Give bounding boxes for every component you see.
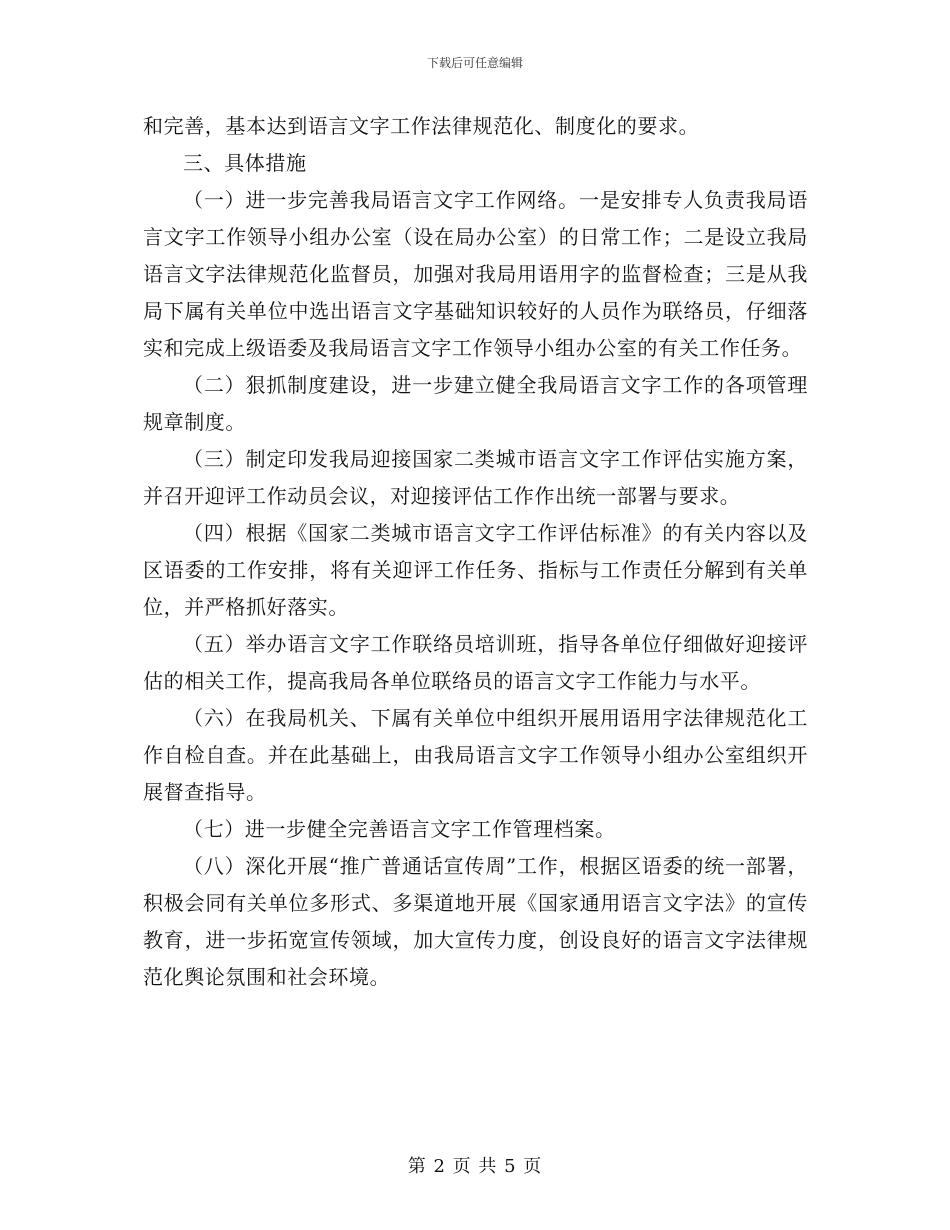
page-header: 下载后可任意编辑 bbox=[426, 56, 523, 70]
paragraph-measure-6: （六）在我局机关、下属有关单位中组织开展用语用字法律规范化工作自检自查。并在此基础上，由我局语言文字工作领导小组办公室组织开展督查指导。 bbox=[143, 706, 808, 804]
paragraph-measure-3: （三）制定印发我局迎接国家二类城市语言文字工作评估实施方案，并召开迎评工作动员会议，对迎接评估工作作出统一部署与要求。 bbox=[143, 447, 808, 508]
paragraph-measure-7: （七）进一步健全完善语言文字工作管理档案。 bbox=[183, 817, 616, 841]
paragraph-measure-2: （二）狠抓制度建设，进一步建立健全我局语言文字工作的各项管理规章制度。 bbox=[143, 373, 808, 434]
paragraph-measure-1: （一）进一步完善我局语言文字工作网络。一是安排专人负责我局语言文字工作领导小组办公室（设在局办公室）的日常工作；二是设立我局语言文字法律规范化监督员，加强对我局用语用字的监督检查；三是从我局下属有关单位中选出语言文字基础知识较好的人员作为联络员，仔细落实和完成上级语委及我局语言文字工作领导小组办公室的有关工作任务。 bbox=[143, 188, 808, 360]
paragraph-measure-5: （五）举办语言文字工作联络员培训班，指导各单位仔细做好迎接评估的相关工作，提高我局各单位联络员的语言文字工作能力与水平。 bbox=[143, 632, 808, 693]
paragraph-continuation: 和完善，基本达到语言文字工作法律规范化、制度化的要求。 bbox=[143, 114, 700, 138]
document-body bbox=[143, 108, 808, 996]
paragraph-measure-8: （八）深化开展“推广普通话宣传周”工作，根据区语委的统一部署，积极会同有关单位多形式、多渠道地开展《国家通用语言文字法》的宣传教育，进一步拓宽宣传领域，加大宣传力度，创设良好的语言文字法律规范化舆论氛围和社会环境。 bbox=[143, 854, 808, 989]
page-number: 第 2 页 共 5 页 bbox=[407, 1156, 543, 1177]
section-heading: 三、具体措施 bbox=[183, 151, 307, 175]
paragraph-measure-4: （四）根据《国家二类城市语言文字工作评估标准》的有关内容以及区语委的工作安排，将有关迎评工作任务、指标与工作责任分解到有关单位，并严格抓好落实。 bbox=[143, 521, 808, 619]
